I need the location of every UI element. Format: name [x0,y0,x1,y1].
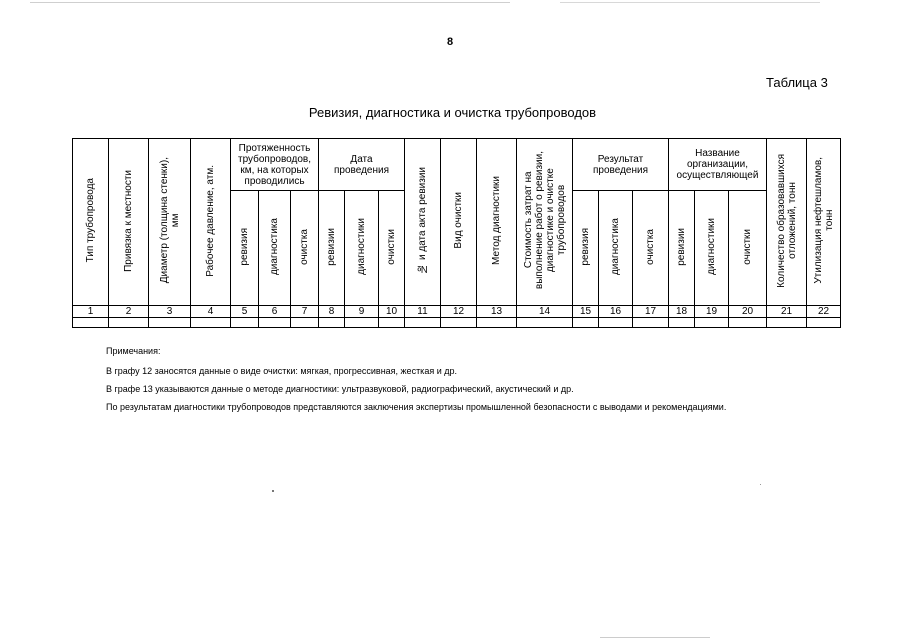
column-number: 4 [191,306,231,318]
empty-cell [517,318,573,328]
empty-cell [191,318,231,328]
subheader-col-7: очистка [291,191,319,306]
column-number: 16 [599,306,633,318]
document-title: Ревизия, диагностика и очистка трубопроводов [308,105,597,120]
revision-table [72,138,841,328]
header-group-length: Протяженность трубопроводов, км, на которых проводились [231,139,319,191]
subheader-col-16: диагностика [599,191,633,306]
scan-edge-line [600,637,710,638]
column-number: 7 [291,306,319,318]
column-number: 14 [517,306,573,318]
empty-cell [573,318,599,328]
empty-cell [109,318,149,328]
subheader-col-17: очистка [633,191,669,306]
subheader-col-18: ревизии [669,191,695,306]
column-number: 1 [73,306,109,318]
empty-cell [259,318,291,328]
column-number: 20 [729,306,767,318]
subheader-col-20: очистки [729,191,767,306]
column-number: 2 [109,306,149,318]
column-number: 15 [573,306,599,318]
empty-cell [767,318,807,328]
subheader-col-9: диагностики [345,191,379,306]
note-3: По результатам диагностики трубопроводов представляются заключения экспертизы промышленной безопасности с выводами и рекомендациями. [106,402,727,412]
header-group-result: Результат проведения [573,139,669,191]
empty-cell [669,318,695,328]
empty-cell [73,318,109,328]
header-col-22: Утилизация нефтешламов, тонн [807,139,841,306]
column-number: 9 [345,306,379,318]
empty-cell [807,318,841,328]
note-2: В графе 13 указываются данные о методе диагностики: ультразвуковой, радиографический, акустический и др. [106,384,574,394]
scan-edge-line [560,2,820,3]
column-number: 8 [319,306,345,318]
empty-cell [441,318,477,328]
column-number: 21 [767,306,807,318]
header-col-4: Рабочее давление, атм. [191,139,231,306]
subheader-col-6: диагностика [259,191,291,306]
empty-cell [695,318,729,328]
column-number: 3 [149,306,191,318]
table-label: Таблица 3 [766,75,828,90]
empty-cell [345,318,379,328]
scan-speck [272,490,274,492]
header-col-1: Тип трубопровода [73,139,109,306]
empty-cell [149,318,191,328]
header-group-date: Дата проведения [319,139,405,191]
column-number: 17 [633,306,669,318]
notes-title: Примечания: [106,346,161,356]
header-col-14: Стоимость затрат на выполнение работ о ревизии, диагностике и очистке трубопроводов [517,139,573,306]
column-number: 10 [379,306,405,318]
column-number: 18 [669,306,695,318]
header-col-21: Количество образовавшихся отложений, тонн [767,139,807,306]
scan-speck [760,484,761,485]
table-row [73,318,841,328]
header-col-3: Диаметр (толщина стенки), мм [149,139,191,306]
scan-edge-line [30,2,510,3]
subheader-col-15: ревизия [573,191,599,306]
empty-cell [599,318,633,328]
empty-cell [405,318,441,328]
empty-cell [477,318,517,328]
column-number: 13 [477,306,517,318]
column-number: 6 [259,306,291,318]
page-number: 8 [447,36,454,48]
empty-cell [633,318,669,328]
header-col-2: Привязка к местности [109,139,149,306]
column-number: 11 [405,306,441,318]
note-1: В графу 12 заносятся данные о виде очистки: мягкая, прогрессивная, жесткая и др. [106,366,457,376]
header-col-13: Метод диагностики [477,139,517,306]
header-group-organization: Название организации, осуществляющей [669,139,767,191]
empty-cell [291,318,319,328]
column-number: 22 [807,306,841,318]
subheader-col-19: диагностики [695,191,729,306]
subheader-col-8: ревизии [319,191,345,306]
column-number: 19 [695,306,729,318]
subheader-col-5: ревизия [231,191,259,306]
subheader-col-10: очистки [379,191,405,306]
empty-cell [729,318,767,328]
column-number: 5 [231,306,259,318]
column-number-row [73,306,841,318]
header-col-12: Вид очистки [441,139,477,306]
empty-cell [379,318,405,328]
header-col-11: № и дата акта ревизии [405,139,441,306]
column-number: 12 [441,306,477,318]
empty-cell [319,318,345,328]
empty-cell [231,318,259,328]
